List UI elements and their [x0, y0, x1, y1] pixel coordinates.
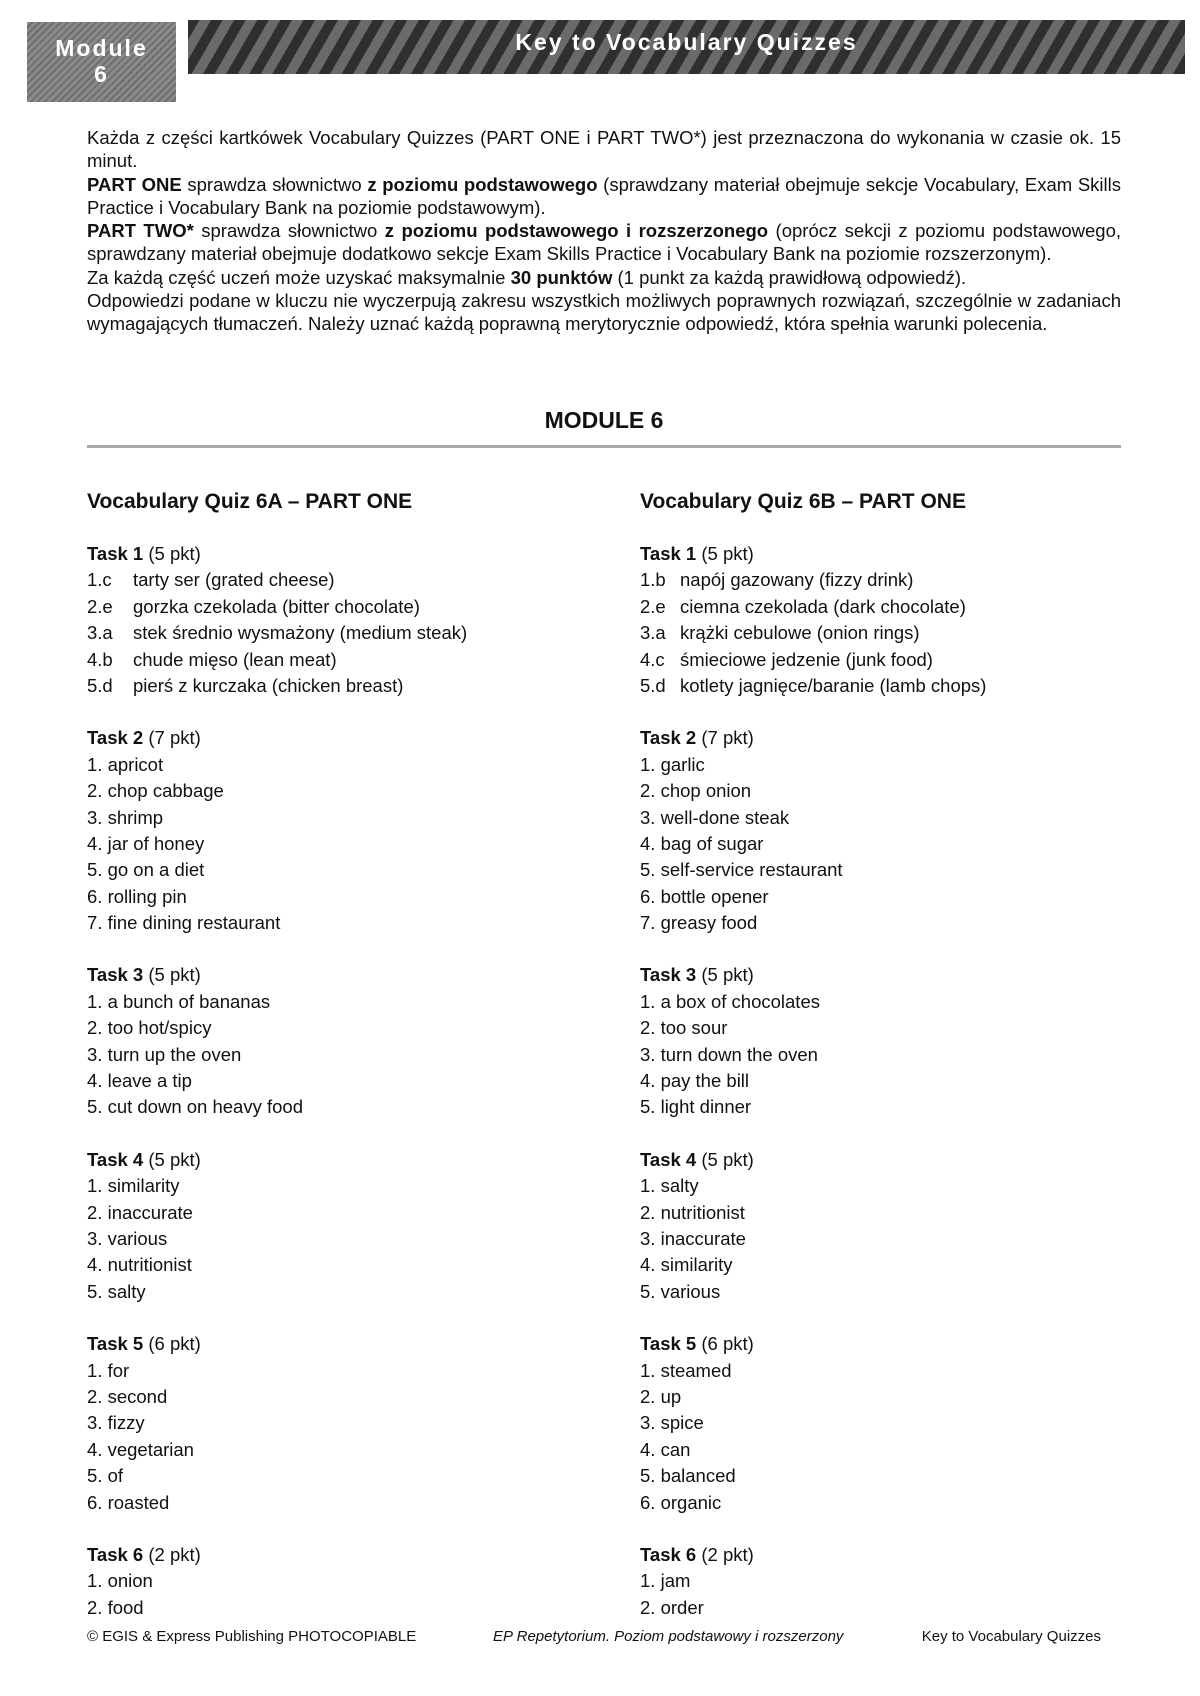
answer-item [87, 594, 607, 620]
answer-number: 2.e [640, 595, 666, 617]
answer-number: 4. [87, 1070, 103, 1092]
answer-text: kotlety jagnięce/baranie (lamb chops) [680, 674, 987, 696]
answer-number: 4. [87, 832, 103, 854]
answer-item [87, 752, 607, 778]
answer-item [640, 884, 1160, 910]
answer-item [640, 1595, 1160, 1621]
answer-item [640, 752, 1160, 778]
answer-item [87, 1358, 607, 1384]
task-label: Task 5 [87, 1333, 144, 1355]
intro-text-span: (1 punkt za każdą prawidłową odpowiedź). [612, 266, 967, 288]
answer-number: 2. [87, 1596, 103, 1618]
task-block [640, 1331, 1160, 1516]
answer-number: 3. [87, 806, 103, 828]
module-badge [27, 22, 176, 102]
answer-item [640, 620, 1160, 646]
answer-item [640, 1358, 1160, 1384]
answer-number: 6. [87, 885, 103, 907]
intro-bold: PART ONE [87, 173, 182, 195]
answer-number: 6. [640, 885, 656, 907]
quiz-title: Vocabulary Quiz 6B – PART ONE [640, 490, 966, 513]
answer-text: napój gazowany (fizzy drink) [680, 569, 914, 591]
task-label: Task 4 [87, 1148, 144, 1170]
answer-item [87, 831, 607, 857]
answer-number: 4.b [87, 648, 113, 670]
answer-item [87, 805, 607, 831]
answer-text: a bunch of bananas [107, 990, 271, 1012]
answer-text: krążki cebulowe (onion rings) [680, 622, 920, 644]
answer-text: salty [660, 1175, 699, 1197]
answer-number: 5. [87, 1465, 103, 1487]
task-label: Task 3 [87, 964, 144, 986]
answer-number: 1. [640, 753, 656, 775]
answer-number: 1. [87, 753, 103, 775]
intro-bold: z poziomu podstawowego [367, 173, 598, 195]
answer-item [87, 1410, 607, 1436]
answer-text: chop onion [660, 780, 752, 802]
answer-text: of [107, 1465, 124, 1487]
answer-number: 5. [87, 859, 103, 881]
answer-number: 3.a [640, 622, 666, 644]
answer-item [640, 1490, 1160, 1516]
divider [87, 445, 1121, 448]
task-block [87, 1542, 607, 1621]
header-band [188, 20, 1185, 74]
module-label: Module [55, 35, 148, 61]
task-block [87, 1331, 607, 1516]
task-label: Task 3 [640, 964, 697, 986]
answer-text: organic [660, 1491, 722, 1513]
answer-text: cut down on heavy food [107, 1096, 303, 1118]
answer-number: 1. [640, 1570, 656, 1592]
answer-number: 7. [640, 912, 656, 934]
answer-text: onion [107, 1570, 153, 1592]
answer-number: 2. [640, 1596, 656, 1618]
quiz-column-6b [640, 489, 1160, 1647]
answer-item [640, 910, 1160, 936]
answer-text: second [107, 1385, 168, 1407]
answer-text: jar of honey [107, 832, 205, 854]
answer-number: 2. [87, 1385, 103, 1407]
intro-bold: 30 punktów [510, 266, 613, 288]
answer-item [87, 1279, 607, 1305]
answer-item [640, 778, 1160, 804]
task-label: Task 6 [87, 1543, 144, 1565]
answer-number: 6. [87, 1491, 103, 1513]
answer-item [640, 647, 1160, 673]
task-points: (5 pkt) [701, 1148, 754, 1170]
answer-number: 3. [87, 1043, 103, 1065]
answer-text: food [107, 1596, 144, 1618]
answer-number: 5. [640, 859, 656, 881]
task-block [87, 962, 607, 1120]
answer-text: light dinner [660, 1096, 752, 1118]
answer-number: 5.d [640, 674, 666, 696]
answer-text: tarty ser (grated cheese) [133, 569, 335, 591]
answer-item [87, 1252, 607, 1278]
answer-number: 2. [87, 1201, 103, 1223]
answer-item [640, 1437, 1160, 1463]
answer-item [640, 1410, 1160, 1436]
answer-number: 3. [640, 806, 656, 828]
answer-item [640, 1068, 1160, 1094]
answer-number: 1. [640, 1175, 656, 1197]
answer-text: leave a tip [107, 1070, 192, 1092]
task-heading [87, 725, 607, 751]
answer-text: similarity [660, 1254, 733, 1276]
task-points: (5 pkt) [701, 543, 754, 564]
intro-text-span: (sprawdzany materiał obejmuje sekcje Vocabulary, Exam Skills Practice i Vocabulary Bank na poziomie podstawowym). [87, 173, 1121, 218]
answer-number: 1. [87, 990, 103, 1012]
task-heading [87, 1542, 607, 1568]
answer-text: fine dining restaurant [107, 912, 281, 934]
answer-text: vegetarian [107, 1438, 194, 1460]
answer-item [87, 647, 607, 673]
answer-number: 5. [87, 1280, 103, 1302]
answer-number: 4. [640, 1070, 656, 1092]
answer-text: various [660, 1280, 721, 1302]
answer-number: 3.a [87, 622, 113, 644]
answer-item [640, 1252, 1160, 1278]
answer-item [640, 1015, 1160, 1041]
answer-number: 1. [87, 1359, 103, 1381]
answer-text: up [660, 1385, 682, 1407]
answer-item [640, 1279, 1160, 1305]
task-label: Task 4 [640, 1148, 697, 1170]
answer-item [640, 831, 1160, 857]
answer-item [640, 1042, 1160, 1068]
answer-item [640, 1463, 1160, 1489]
answer-text: turn up the oven [107, 1043, 242, 1065]
answer-number: 3. [87, 1227, 103, 1249]
answer-number: 2.e [87, 595, 113, 617]
answer-text: chude mięso (lean meat) [133, 648, 337, 670]
answer-text: salty [107, 1280, 146, 1302]
answer-number: 1. [640, 1359, 656, 1381]
answer-item [87, 1490, 607, 1516]
answer-number: 5. [640, 1096, 656, 1118]
answer-text: gorzka czekolada (bitter chocolate) [133, 595, 420, 617]
intro-text [87, 126, 1121, 336]
answer-text: for [107, 1359, 130, 1381]
task-label: Task 1 [640, 543, 697, 564]
intro-paragraph-1: Każda z części kartkówek Vocabulary Quizzes (PART ONE i PART TWO*) jest przeznaczona do wykonania w czasie ok. 15 minut. [87, 127, 1121, 172]
task-points: (5 pkt) [148, 1148, 201, 1170]
answer-number: 4. [640, 1254, 656, 1276]
answer-number: 1. [87, 1175, 103, 1197]
answer-item [87, 857, 607, 883]
answer-item [640, 1384, 1160, 1410]
quiz-column-6a [87, 489, 607, 1647]
intro-paragraph-4 [87, 266, 1121, 289]
task-points: (5 pkt) [701, 964, 754, 986]
answer-number: 4. [640, 1438, 656, 1460]
answer-text: ciemna czekolada (dark chocolate) [680, 595, 966, 617]
answer-item [87, 1200, 607, 1226]
answer-item [640, 594, 1160, 620]
answer-item [640, 1200, 1160, 1226]
answer-number: 5.d [87, 674, 113, 696]
task-block [640, 541, 1160, 699]
answer-item [87, 1568, 607, 1594]
answer-item [640, 567, 1160, 593]
answer-text: can [660, 1438, 691, 1460]
section-title: MODULE 6 [544, 407, 664, 433]
task-heading [640, 725, 1160, 751]
intro-text-span: Za każdą część uczeń może uzyskać maksymalnie [87, 266, 511, 288]
module-number: 6 [94, 61, 109, 87]
task-points: (5 pkt) [148, 964, 201, 986]
answer-number: 4. [87, 1438, 103, 1460]
task-heading [640, 1542, 1160, 1568]
answer-text: turn down the oven [660, 1043, 818, 1065]
answer-text: steamed [660, 1359, 732, 1381]
answer-text: self-service restaurant [660, 859, 843, 881]
answer-number: 2. [640, 780, 656, 802]
answer-text: chop cabbage [107, 780, 224, 802]
answer-number: 2. [87, 1017, 103, 1039]
task-block [640, 962, 1160, 1120]
answer-text: go on a diet [107, 859, 205, 881]
task-block [87, 725, 607, 936]
answer-text: order [660, 1596, 704, 1618]
intro-text-span: (oprócz sekcji z poziomu podstawowego, sprawdzany materiał obejmuje dodatkowo sekcje Exam Skills Practice i Vocabulary Bank na poziomie rozszerzonym). [87, 220, 1122, 265]
answer-number: 3. [640, 1412, 656, 1434]
answer-text: shrimp [107, 806, 164, 828]
answer-text: fizzy [107, 1412, 145, 1434]
intro-bold: PART TWO* [87, 220, 194, 242]
answer-text: śmieciowe jedzenie (junk food) [680, 648, 933, 670]
answer-item [87, 1068, 607, 1094]
answer-item [87, 673, 607, 699]
answer-item [640, 673, 1160, 699]
answer-item [87, 1173, 607, 1199]
answer-number: 5. [640, 1280, 656, 1302]
task-label: Task 6 [640, 1543, 697, 1565]
task-heading [87, 1147, 607, 1173]
answer-item [640, 1173, 1160, 1199]
task-heading [640, 541, 1160, 567]
answer-item [87, 620, 607, 646]
answer-item [87, 1437, 607, 1463]
footer [87, 1628, 1121, 1650]
answer-text: garlic [660, 753, 705, 775]
answer-item [640, 857, 1160, 883]
answer-number: 2. [640, 1385, 656, 1407]
answer-number: 3. [87, 1412, 103, 1434]
task-points: (5 pkt) [148, 543, 201, 564]
answer-text: apricot [107, 753, 164, 775]
answer-item [87, 1463, 607, 1489]
answer-text: nutritionist [107, 1254, 192, 1276]
answer-text: various [107, 1227, 168, 1249]
answer-item [87, 989, 607, 1015]
answer-number: 1.b [640, 569, 666, 591]
task-heading [640, 1147, 1160, 1173]
task-points: (2 pkt) [701, 1543, 754, 1565]
answer-text: pierś z kurczaka (chicken breast) [133, 674, 404, 696]
answer-text: too hot/spicy [107, 1017, 212, 1039]
answer-item [640, 1568, 1160, 1594]
footer-book-title: EP Repetytorium. Poziom podstawowy i rozszerzony [493, 1628, 844, 1645]
answer-text: well-done steak [660, 806, 790, 828]
answer-number: 1. [87, 1570, 103, 1592]
answer-number: 3. [640, 1227, 656, 1249]
answer-number: 5. [640, 1465, 656, 1487]
task-points: (6 pkt) [701, 1333, 754, 1355]
task-points: (2 pkt) [148, 1543, 201, 1565]
answer-text: bag of sugar [660, 832, 764, 854]
answer-number: 1. [640, 990, 656, 1012]
task-points: (7 pkt) [148, 727, 201, 749]
answer-number: 7. [87, 912, 103, 934]
answer-text: spice [660, 1412, 704, 1434]
task-heading [87, 541, 607, 567]
answer-text: stek średnio wysmażony (medium steak) [133, 622, 468, 644]
quiz-title: Vocabulary Quiz 6A – PART ONE [87, 490, 413, 513]
task-label: Task 1 [87, 543, 144, 564]
answer-text: too sour [660, 1017, 728, 1039]
answer-number: 5. [87, 1096, 103, 1118]
task-block [640, 1147, 1160, 1305]
answer-text: nutritionist [660, 1201, 745, 1223]
task-points: (7 pkt) [701, 727, 754, 749]
task-heading [640, 962, 1160, 988]
task-heading [87, 962, 607, 988]
answer-item [640, 1226, 1160, 1252]
answer-number: 3. [640, 1043, 656, 1065]
intro-paragraph-3 [87, 219, 1121, 266]
answer-item [640, 989, 1160, 1015]
answer-number: 2. [640, 1201, 656, 1223]
answer-text: bottle opener [660, 885, 769, 907]
answer-item [87, 1226, 607, 1252]
intro-bold: z poziomu podstawowego i rozszerzonego [384, 220, 769, 242]
footer-copyright: © EGIS & Express Publishing PHOTOCOPIABLE [87, 1628, 417, 1645]
task-block [640, 725, 1160, 936]
answer-text: inaccurate [107, 1201, 193, 1223]
answer-text: jam [660, 1570, 691, 1592]
answer-item [87, 1094, 607, 1120]
answer-number: 2. [87, 780, 103, 802]
task-label: Task 2 [640, 727, 697, 749]
answer-text: a box of chocolates [660, 990, 820, 1012]
answer-item [87, 1384, 607, 1410]
answer-text: similarity [107, 1175, 180, 1197]
answer-number: 1.c [87, 569, 112, 591]
intro-text-span: sprawdza słownictwo [181, 173, 368, 195]
answer-number: 4. [87, 1254, 103, 1276]
answer-item [87, 1042, 607, 1068]
answer-number: 2. [640, 1017, 656, 1039]
answer-number: 4.c [640, 648, 665, 670]
answer-item [87, 1015, 607, 1041]
task-points: (6 pkt) [148, 1333, 201, 1355]
answer-number: 6. [640, 1491, 656, 1513]
answer-text: pay the bill [660, 1070, 750, 1092]
answer-text: balanced [660, 1465, 736, 1487]
answer-text: roasted [107, 1491, 170, 1513]
answer-text: inaccurate [660, 1227, 746, 1249]
answer-number: 4. [640, 832, 656, 854]
task-block [87, 1147, 607, 1305]
intro-paragraph-2 [87, 173, 1121, 220]
answer-item [640, 805, 1160, 831]
answer-item [87, 884, 607, 910]
page-title: Key to Vocabulary Quizzes [515, 29, 858, 55]
task-heading [640, 1331, 1160, 1357]
task-block [87, 541, 607, 699]
task-heading [87, 1331, 607, 1357]
footer-section: Key to Vocabulary Quizzes [921, 1628, 1101, 1645]
answer-item [640, 1094, 1160, 1120]
answer-item [87, 1595, 607, 1621]
task-block [640, 1542, 1160, 1621]
task-label: Task 5 [640, 1333, 697, 1355]
answer-item [87, 567, 607, 593]
answer-text: rolling pin [107, 885, 187, 907]
answer-item [87, 778, 607, 804]
answer-text: greasy food [660, 912, 758, 934]
intro-paragraph-5: Odpowiedzi podane w kluczu nie wyczerpują zakresu wszystkich możliwych poprawnych rozwiązań, szczególnie w zadaniach wymagających tłumaczeń. Należy uznać każdą poprawną merytorycznie odpowiedź, która spełnia warunki polecenia. [87, 290, 1121, 335]
intro-text-span: sprawdza słownictwo [193, 220, 385, 242]
task-label: Task 2 [87, 727, 144, 749]
answer-item [87, 910, 607, 936]
